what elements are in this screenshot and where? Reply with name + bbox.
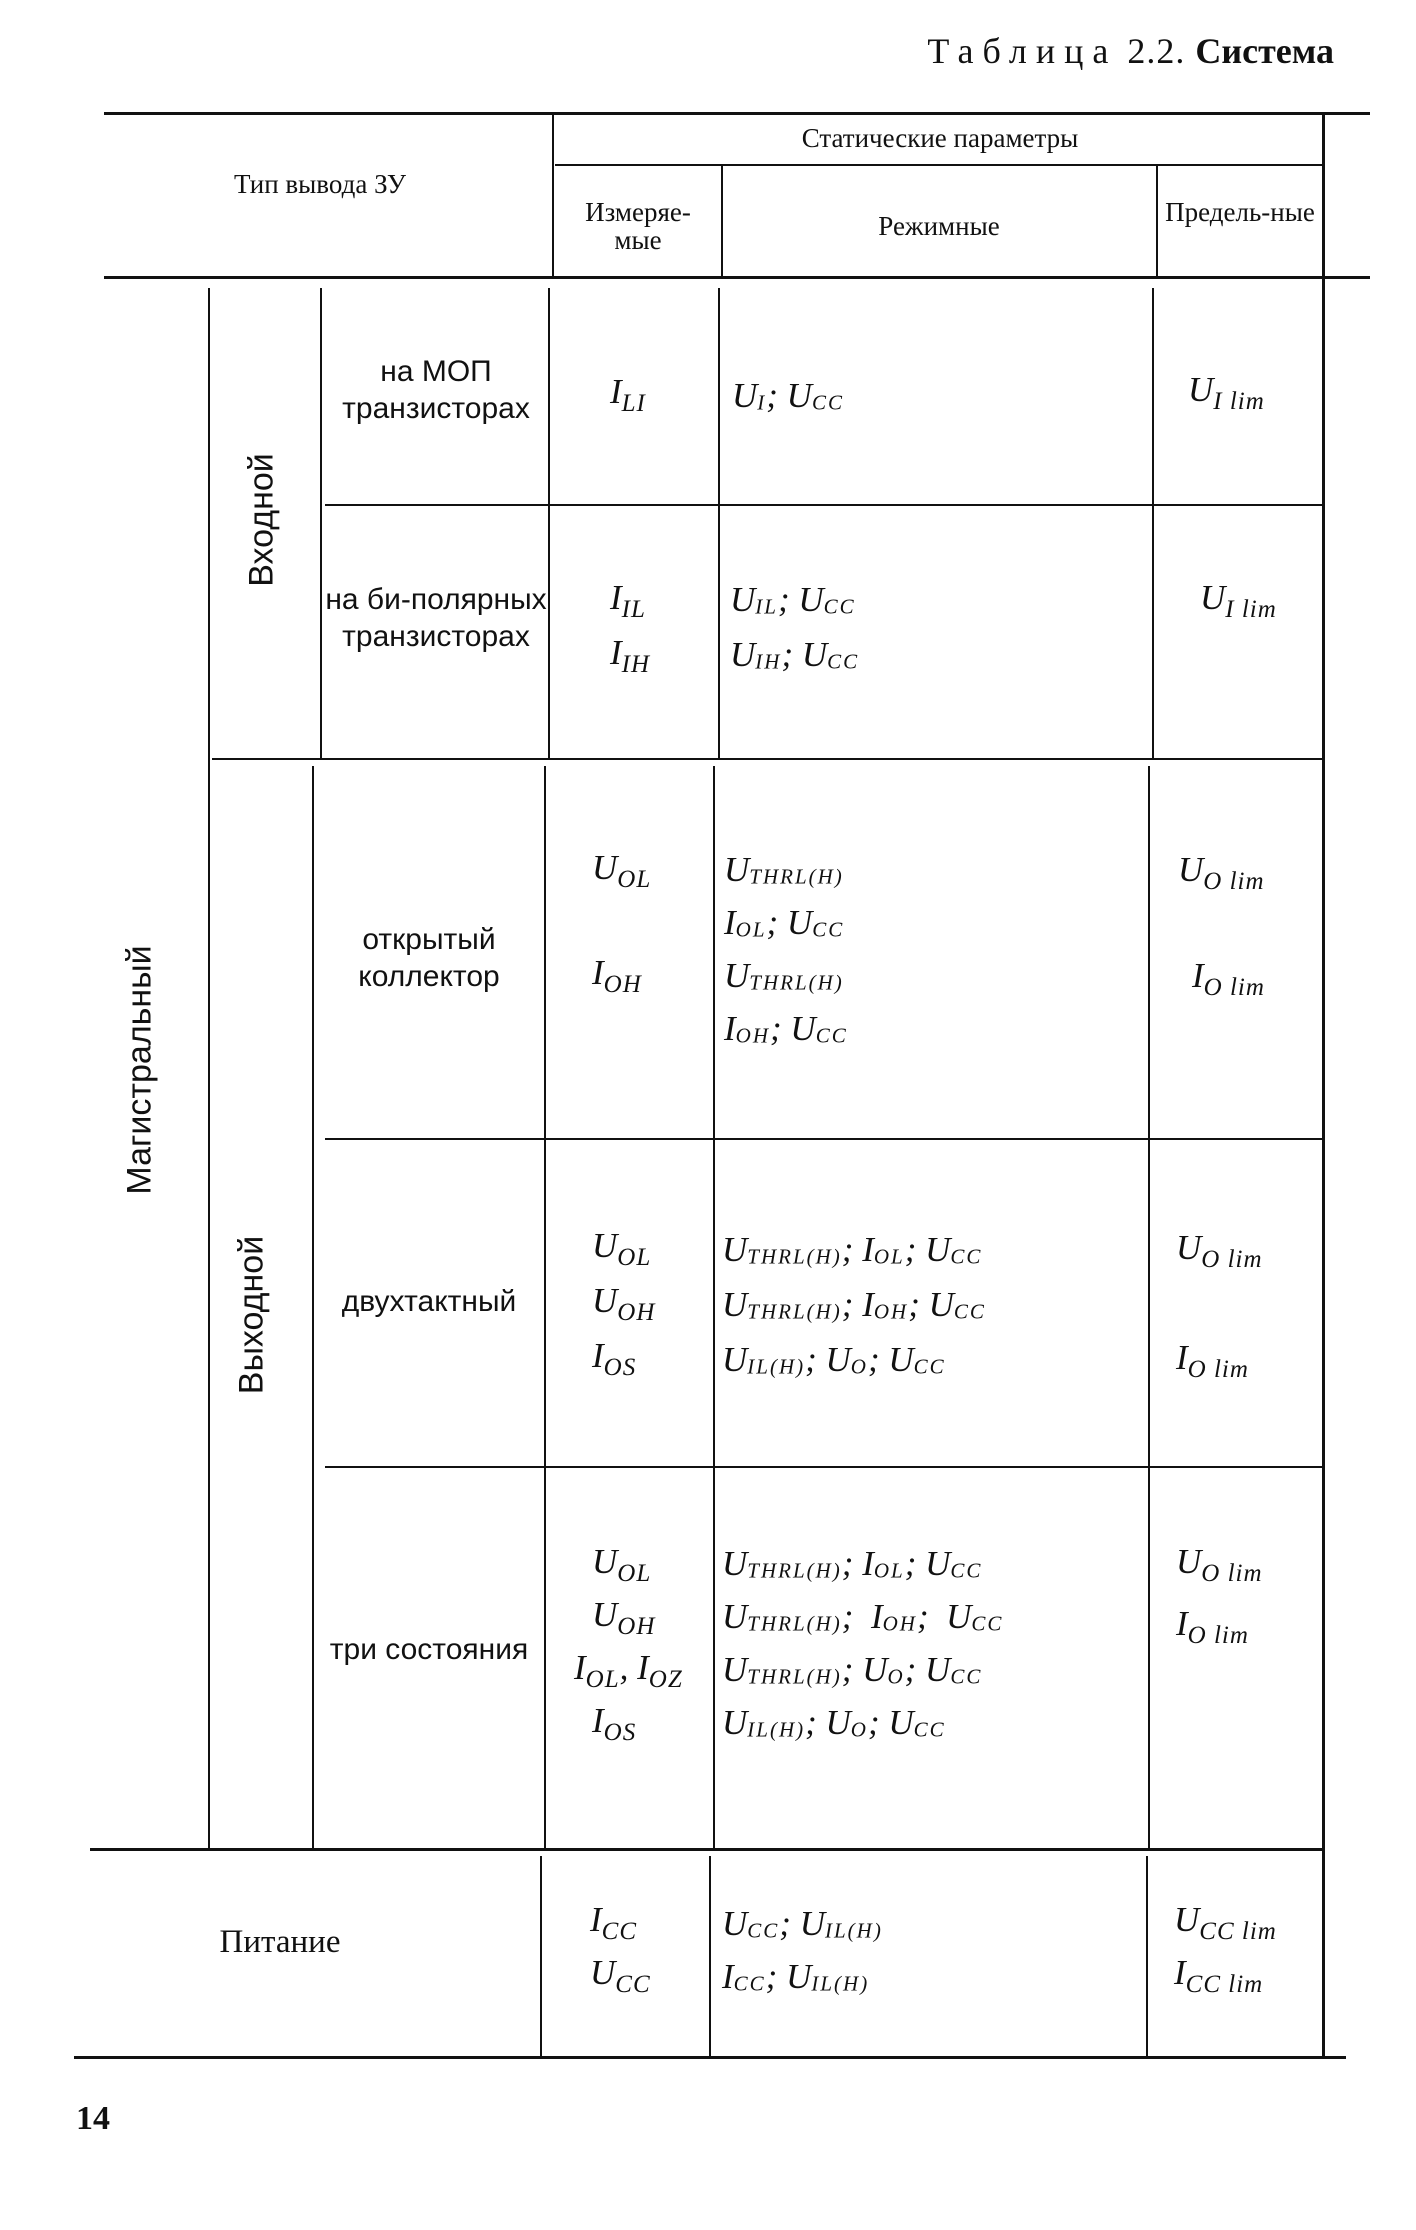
mode-bipolar: UIL; UCC UIH; UCC	[730, 580, 860, 674]
measured-bipolar: $I_{IL}$ $I_{IH}$	[610, 578, 651, 678]
mode-mos: UI; UCC	[732, 376, 844, 415]
header-limit: Предель-ные	[1165, 197, 1315, 227]
row-name-mos: на МОП транзисторах	[342, 355, 530, 425]
row-name-bipolar: на би-полярных транзисторах	[325, 583, 547, 653]
rule-measured-v-mid	[544, 766, 546, 1848]
rule-mode-v-mid	[713, 766, 715, 1848]
rule-table-bottom	[74, 2056, 1346, 2059]
limit-power: $U_{CC lim}$ $I_{CC lim}$	[1174, 1900, 1277, 1998]
rule-right	[1322, 112, 1325, 2056]
rule-pp-bottom	[325, 1466, 1325, 1468]
row-name-push-pull: двухтактный	[341, 1285, 517, 1318]
limit-oc-io: $I_{O lim}$	[1192, 956, 1265, 1001]
measured-three-state: $U_{OL}$ $U_{OH}$ $I_{OL}$, $I_{OZ}$ $I_{OS}$	[574, 1542, 683, 1746]
row-name-power: Питание	[219, 1924, 341, 1960]
caption-number: 2.2.	[1127, 31, 1186, 71]
rule-header-sub	[555, 164, 1325, 166]
rule-limit-v-mid	[1148, 766, 1150, 1848]
limit-bipolar: $U_{I lim}$	[1200, 578, 1277, 623]
rule-h-v1	[552, 112, 554, 276]
mode-three-state: UTHRL(H); IOL; UCC UTHRL(H); IOH; UCC UTHRL(H); UO; UCC UIL(H); UO; UCC	[722, 1544, 1004, 1742]
caption-label: Таблица	[927, 31, 1118, 71]
measured-power: $I_{CC}$ $U_{CC}$	[590, 1900, 651, 1998]
rule-limit-v-bot	[1146, 1856, 1148, 2056]
mode-push-pull: UTHRL(H); IOL; UCC UTHRL(H); IOH; UCC UIL(H); UO; UCC	[722, 1230, 986, 1379]
rule-h-v2	[721, 164, 723, 276]
measured-push-pull: $U_{OL}$ $U_{OH}$ $I_{OS}$	[592, 1226, 656, 1381]
rule-h-v3	[1156, 164, 1158, 276]
rule-oc-bottom	[325, 1138, 1325, 1140]
header-mode: Режимные	[878, 211, 1000, 241]
table-caption	[927, 30, 1334, 72]
rule-input-v	[320, 288, 322, 758]
limit-pp-io: $I_{O lim}$	[1176, 1338, 1249, 1383]
group-bus: Магистральный	[120, 945, 159, 1195]
row-name-three-state: три состояния	[329, 1633, 529, 1666]
group-input: Входной	[242, 453, 281, 587]
limit-oc-uo: $U_{O lim}$	[1178, 850, 1265, 895]
rule-top	[104, 112, 1370, 115]
row-name-open-collector: открытый коллектор	[358, 923, 500, 993]
page-number: 14	[76, 2100, 110, 2137]
rule-mode-v-top	[718, 288, 720, 758]
rule-output-v	[312, 766, 314, 1848]
header-measured: Измеряе-мые	[585, 197, 691, 256]
measured-oc-uol: $U_{OL}$	[592, 848, 652, 893]
group-output: Выходной	[232, 1235, 271, 1395]
rule-header-bottom	[104, 276, 1370, 279]
rule-mode-v-bot	[709, 1856, 711, 2056]
caption-title: Система	[1195, 31, 1334, 71]
measured-oc-ioh: $I_{OH}$	[592, 953, 642, 998]
header-static-params: Статические параметры	[801, 123, 1079, 153]
rule-bus-v	[208, 288, 210, 1848]
limit-mos: $U_{I lim}$	[1188, 370, 1265, 415]
rule-bus-bottom	[90, 1848, 1325, 1851]
header-type-label: Тип вывода ЗУ	[233, 169, 407, 199]
limit-pp-uo: $U_{O lim}$	[1176, 1228, 1263, 1273]
measured-mos: $I_{LI}$	[610, 372, 646, 417]
rule-limit-v-top	[1152, 288, 1154, 758]
mode-power: UCC; UIL(H) ICC; UIL(H)	[722, 1904, 883, 1996]
rule-input-bottom	[212, 758, 1325, 760]
rule-mos-bottom	[325, 504, 1325, 506]
rule-measured-v-top	[548, 288, 550, 758]
limit-three-state: $U_{O lim}$ $I_{O lim}$	[1176, 1542, 1263, 1649]
mode-open-collector: UTHRL(H) IOL; UCC UTHRL(H) IOH; UCC	[724, 850, 848, 1048]
rule-measured-v-bot	[540, 1856, 542, 2056]
